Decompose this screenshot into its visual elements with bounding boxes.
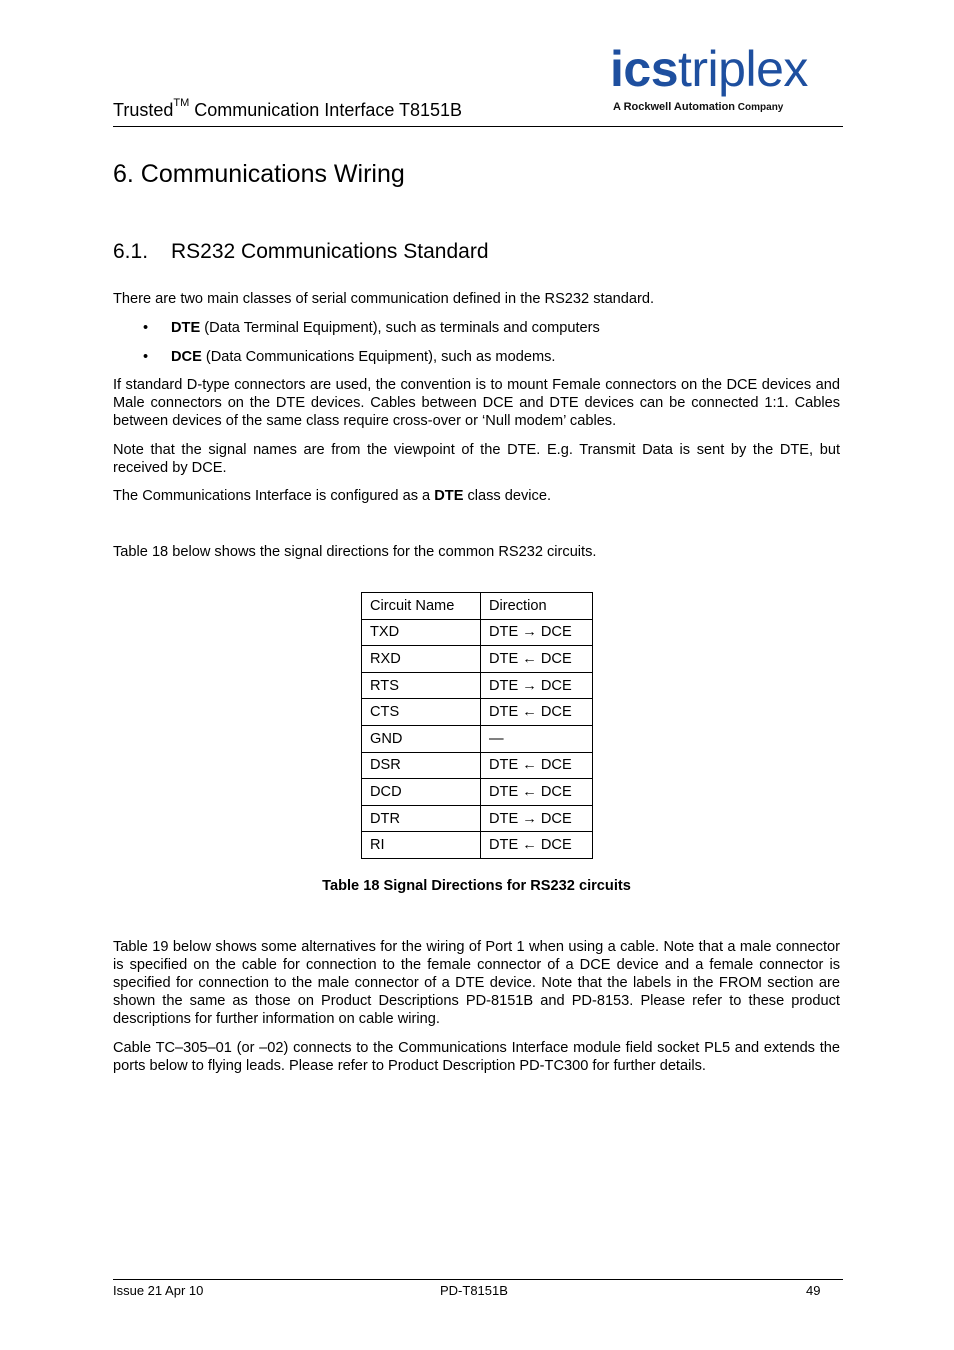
logo-subtitle: A Rockwell Automation bbox=[613, 101, 736, 113]
configured-text-end: class device. bbox=[463, 488, 552, 504]
bullet-text: (Data Communications Equipment), such as modems. bbox=[201, 349, 556, 365]
subsection-title: RS232 Communications Standard bbox=[171, 240, 489, 263]
table-row bbox=[362, 779, 593, 806]
direction-cell: DTE ← DCE bbox=[481, 752, 593, 779]
table-header-cell: Circuit Name bbox=[362, 593, 481, 620]
signal-names-paragraph: Note that the signal names are from the viewpoint of the DTE. E.g. Transmit Data is sent by the DTE, but received by DCE. bbox=[113, 442, 840, 476]
intro-paragraph: There are two main classes of serial communication defined in the RS232 standard. bbox=[113, 291, 655, 307]
table-intro-paragraph: Table 18 below shows the signal directions for the common RS232 circuits. bbox=[113, 544, 597, 560]
trademark-superscript: TM bbox=[173, 97, 190, 109]
configured-term: DTE bbox=[434, 488, 464, 504]
circuit-name-cell: GND bbox=[362, 725, 481, 752]
table-row bbox=[362, 725, 593, 752]
footer-page-number: 49 bbox=[806, 1283, 821, 1298]
circuit-name-cell: RI bbox=[362, 832, 481, 859]
direction-cell: DTE ← DCE bbox=[481, 699, 593, 726]
header-title-rest: Communication Interface T8151B bbox=[189, 100, 463, 120]
table-row bbox=[362, 699, 593, 726]
table-caption: Table 18 Signal Directions for RS232 circuits bbox=[322, 878, 631, 894]
configured-text: The Communications Interface is configured as a bbox=[113, 488, 435, 504]
bullet-term: DCE bbox=[171, 349, 202, 365]
direction-cell: DTE ← DCE bbox=[481, 832, 593, 859]
subsection-heading bbox=[113, 240, 489, 264]
signal-directions-table bbox=[361, 592, 593, 859]
logo-triplex-text: triplex bbox=[678, 41, 808, 97]
direction-cell: DTE ← DCE bbox=[481, 779, 593, 806]
table-row bbox=[362, 619, 593, 646]
direction-cell: DTE → DCE bbox=[481, 619, 593, 646]
subsection-number: 6.1. bbox=[113, 240, 149, 263]
footer-issue: Issue 21 Apr 10 bbox=[113, 1283, 204, 1298]
ics-triplex-logo bbox=[610, 40, 844, 120]
table19-paragraph: Table 19 below shows some alternatives for the wiring of Port 1 when using a cable. Note that a male connector is specified on the cable for connection to the female connector of a DCE device and a female connector is specified for connection to the male connector of a DTE device. Note that the labels in the FROM section are shown the same as those on Product Descriptions PD-8151B and PD-8153. Please refer to these product descriptions for further information on cable wiring. bbox=[113, 939, 840, 1027]
circuit-name-cell: DSR bbox=[362, 752, 481, 779]
circuit-name-cell: DTR bbox=[362, 805, 481, 832]
configured-paragraph bbox=[113, 487, 840, 505]
header-product: Trusted bbox=[113, 100, 174, 120]
direction-cell: DTE ← DCE bbox=[481, 646, 593, 673]
table-row bbox=[362, 805, 593, 832]
direction-cell: DTE → DCE bbox=[481, 672, 593, 699]
circuit-name-cell: CTS bbox=[362, 699, 481, 726]
direction-cell: DTE → DCE bbox=[481, 805, 593, 832]
circuit-name-cell: RXD bbox=[362, 646, 481, 673]
cable-paragraph: Cable TC–305–01 (or –02) connects to the Communications Interface module field socket PL5 and extends the ports below to flying leads. Please refer to Product Description PD-TC300 for further details. bbox=[113, 1040, 840, 1074]
footer-rule bbox=[113, 1279, 843, 1280]
bullet-dot: • bbox=[143, 349, 149, 365]
table-row bbox=[362, 646, 593, 673]
table-header-cell: Direction bbox=[481, 593, 593, 620]
direction-cell: — bbox=[481, 725, 593, 752]
table-row bbox=[362, 832, 593, 859]
bullet-text: (Data Terminal Equipment), such as terminals and computers bbox=[200, 320, 600, 336]
bullet-term: DTE bbox=[171, 320, 201, 336]
header-title bbox=[113, 97, 463, 121]
section-heading: 6. Communications Wiring bbox=[113, 160, 405, 188]
table-header-row bbox=[362, 593, 593, 620]
circuit-name-cell: DCD bbox=[362, 779, 481, 806]
bullet-dot: • bbox=[143, 320, 149, 336]
logo-ics-text: ics bbox=[610, 41, 679, 97]
circuit-name-cell: RTS bbox=[362, 672, 481, 699]
circuit-name-cell: TXD bbox=[362, 619, 481, 646]
connectors-paragraph: If standard D-type connectors are used, the convention is to mount Female connectors on the DCE devices and Male connectors on the DTE devices. Cables between DCE and DTE devices can be connected 1:1. Cables between devices of the same class require cross-over or ‘Null modem’ cables. bbox=[113, 377, 840, 429]
table-row bbox=[362, 672, 593, 699]
logo-subtitle-company: Company bbox=[735, 102, 784, 113]
footer-doc-id: PD-T8151B bbox=[440, 1283, 508, 1298]
header-rule bbox=[113, 126, 843, 127]
table-row bbox=[362, 752, 593, 779]
